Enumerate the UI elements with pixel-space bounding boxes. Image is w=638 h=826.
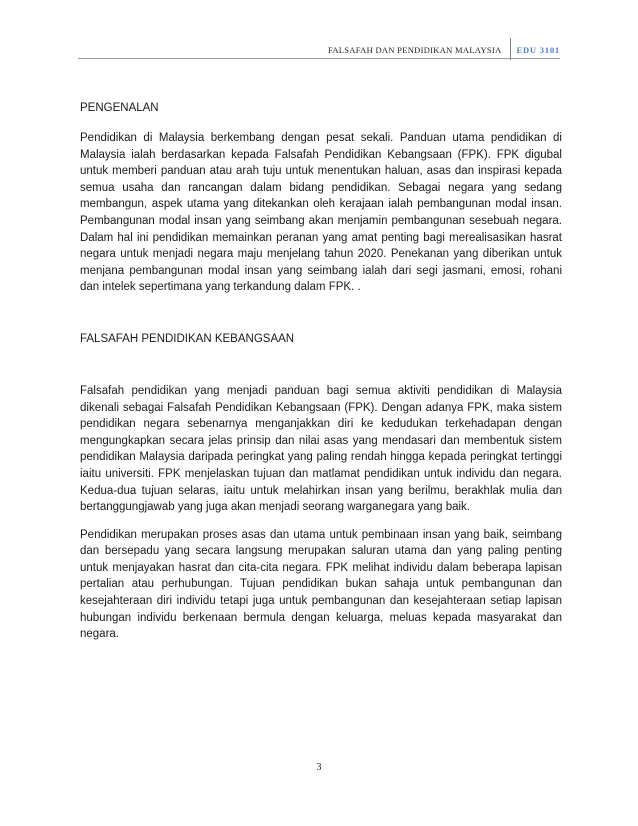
section-heading-pengenalan: PENGENALAN — [80, 102, 159, 114]
paragraph-pengenalan: Pendidikan di Malaysia berkembang dengan pesat sekali. Panduan utama pendidikan di Malaysia ialah berdasarkan kepada Falsafah Pendidikan Kebangsaan (FPK). FPK digubal untuk memberi panduan atau arah tuju untuk menentukan haluan, asas dan inspirasi kepada semua usaha dan rancangan dalam bidang pendidikan. Sebagai negara yang sedang membangun, aspek utama yang ditekankan oleh kerajaan ialah pembangunan modal insan. Pembangunan modal insan yang seimbang akan menjamin pembangunan sesebuah negara. Dalam hal ini pendidikan memainkan peranan yang amat penting bagi merealisasikan hasrat negara untuk menjadi negara maju menjelang tahun 2020. Penekanan yang diberikan untuk menjana pembangunan modal insan yang seimbang ialah dari segi jasmani, emosi, rohani dan intelek sepertimana yang terkandung dalam FPK. . — [80, 132, 562, 294]
document-body — [80, 100, 562, 643]
page-number: 3 — [316, 762, 322, 773]
page-header — [328, 38, 560, 58]
paragraph-fpk-1: Falsafah pendidikan yang menjadi panduan bagi semua aktiviti pendidikan di Malaysia dikenali sebagai Falsafah Pendidikan Kebangsaan (FPK). Dengan adanya FPK, maka sistem pendidikan negara sebenarnya menganjakkan diri ke kedudukan terkehadapan dengan mengungkapkan secara jelas prinsip dan nilai asas yang mendasari dan membentuk sistem pendidikan Malaysia daripada peringkat yang paling rendah hingga kepada peringkat tertinggi iaitu universiti. FPK menjelaskan tujuan dan matlamat pendidikan untuk individu dan negara. Kedua-dua tujuan selaras, iaitu untuk melahirkan insan yang berilmu, berakhlak mulia dan bertanggungjawab yang juga akan menjadi seorang warganegara yang baik. — [80, 384, 562, 514]
header-rule — [78, 58, 560, 59]
header-title: FALSAFAH DAN PENDIDIKAN MALAYSIA — [327, 45, 502, 55]
paragraph-fpk-2: Pendidikan merupakan proses asas dan utama untuk pembinaan insan yang baik, seimbang dan bersepadu yang secara langsung merupakan saluran utama dan yang paling penting untuk menjayakan hasrat dan cita-cita negara. FPK melihat individu dalam beberapa lapisan pertalian atau perhubungan. Tujuan pendidikan bukan sahaja untuk pembangunan dan kesejahteraan diri individu tetapi juga untuk pembangunan dan kesejahteraan setiap lapisan hubungan individu berkenaan bermula dengan keluarga, meluas kepada masyarakat dan negara. — [80, 528, 562, 641]
section-heading-fpk: FALSAFAH PENDIDIKAN KEBANGSAAN — [80, 332, 295, 345]
header-course-code: EDU 3101 — [516, 45, 560, 55]
